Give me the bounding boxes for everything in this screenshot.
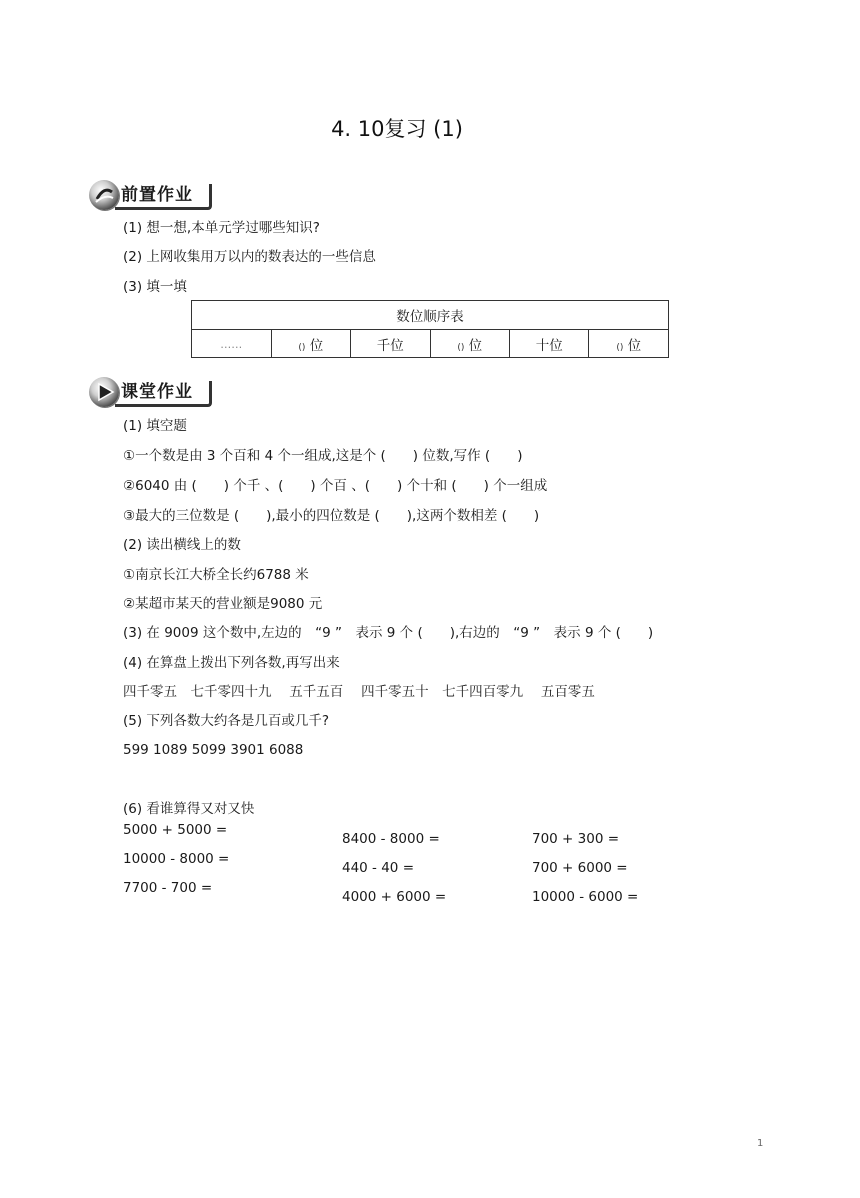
classwork-line: ①一个数是由 3 个百和 4 个一组成,这是个 ( ) 位数,写作 ( ) (123, 448, 523, 464)
table-cell-thousands: 千位 (351, 330, 430, 358)
section-heading: 课堂作业 (115, 381, 212, 407)
section-banner-classwork (89, 377, 207, 407)
preview-item-2: (2) 上网收集用万以内的数表达的一些信息 (123, 249, 376, 265)
classwork-line: 四千零五 七千零四十九 五千五百 四千零五十 七千四百零九 五百零五 (123, 684, 595, 700)
page-number: 1 (757, 1138, 764, 1149)
classwork-line: (4) 在算盘上拨出下列各数,再写出来 (123, 655, 340, 671)
calc-item: 8400 - 8000 = (342, 831, 440, 847)
classwork-line: ③最大的三位数是 ( ),最小的四位数是 ( ),这两个数相差 ( ) (123, 508, 540, 524)
classwork-line: (2) 读出横线上的数 (123, 537, 241, 553)
section-heading: 前置作业 (115, 184, 212, 210)
section-banner-preview (89, 180, 207, 210)
calc-item: 700 + 6000 = (532, 860, 628, 876)
classwork-line: ①南京长江大桥全长约6788 米 (123, 567, 309, 583)
classwork-line: 599 1089 5099 3901 6088 (123, 742, 304, 758)
table-cell-ellipsis: …… (192, 330, 272, 358)
classwork-line: ②某超市某天的营业额是9080 元 (123, 596, 323, 612)
table-cell-blank[interactable]: () 位 (589, 330, 669, 358)
calc-item: 700 + 300 = (532, 831, 620, 847)
table-cell-blank[interactable]: () 位 (271, 330, 350, 358)
calc-item: 4000 + 6000 = (342, 889, 447, 905)
classwork-line: ②6040 由 ( ) 个千 、( ) 个百 、( ) 个十和 ( ) 个一组成 (123, 478, 548, 494)
calc-item: 5000 + 5000 = (123, 822, 228, 838)
classwork-line: (5) 下列各数大约各是几百或几千? (123, 713, 330, 729)
table-cell-blank[interactable]: () 位 (430, 330, 509, 358)
table-header: 数位顺序表 (192, 301, 669, 330)
preview-item-1: (1) 想一想,本单元学过哪些知识? (123, 220, 320, 236)
table-cell-tens: 十位 (510, 330, 589, 358)
place-value-table (191, 300, 669, 358)
classwork-line: (1) 填空题 (123, 418, 187, 434)
calc-item: 10000 - 8000 = (123, 851, 230, 867)
preview-item-3: (3) 填一填 (123, 279, 187, 295)
calc-item: 7700 - 700 = (123, 880, 213, 896)
calc-item: 10000 - 6000 = (532, 889, 639, 905)
calc-item: 440 - 40 = (342, 860, 415, 876)
page-title: 4. 10复习 (1) (331, 117, 463, 141)
calc-heading: (6) 看谁算得又对又快 (123, 801, 255, 817)
classwork-line: (3) 在 9009 这个数中,左边的 “9 ” 表示 9 个 ( ),右边的 “9 ” 表示 9 个 ( ) (123, 625, 654, 641)
